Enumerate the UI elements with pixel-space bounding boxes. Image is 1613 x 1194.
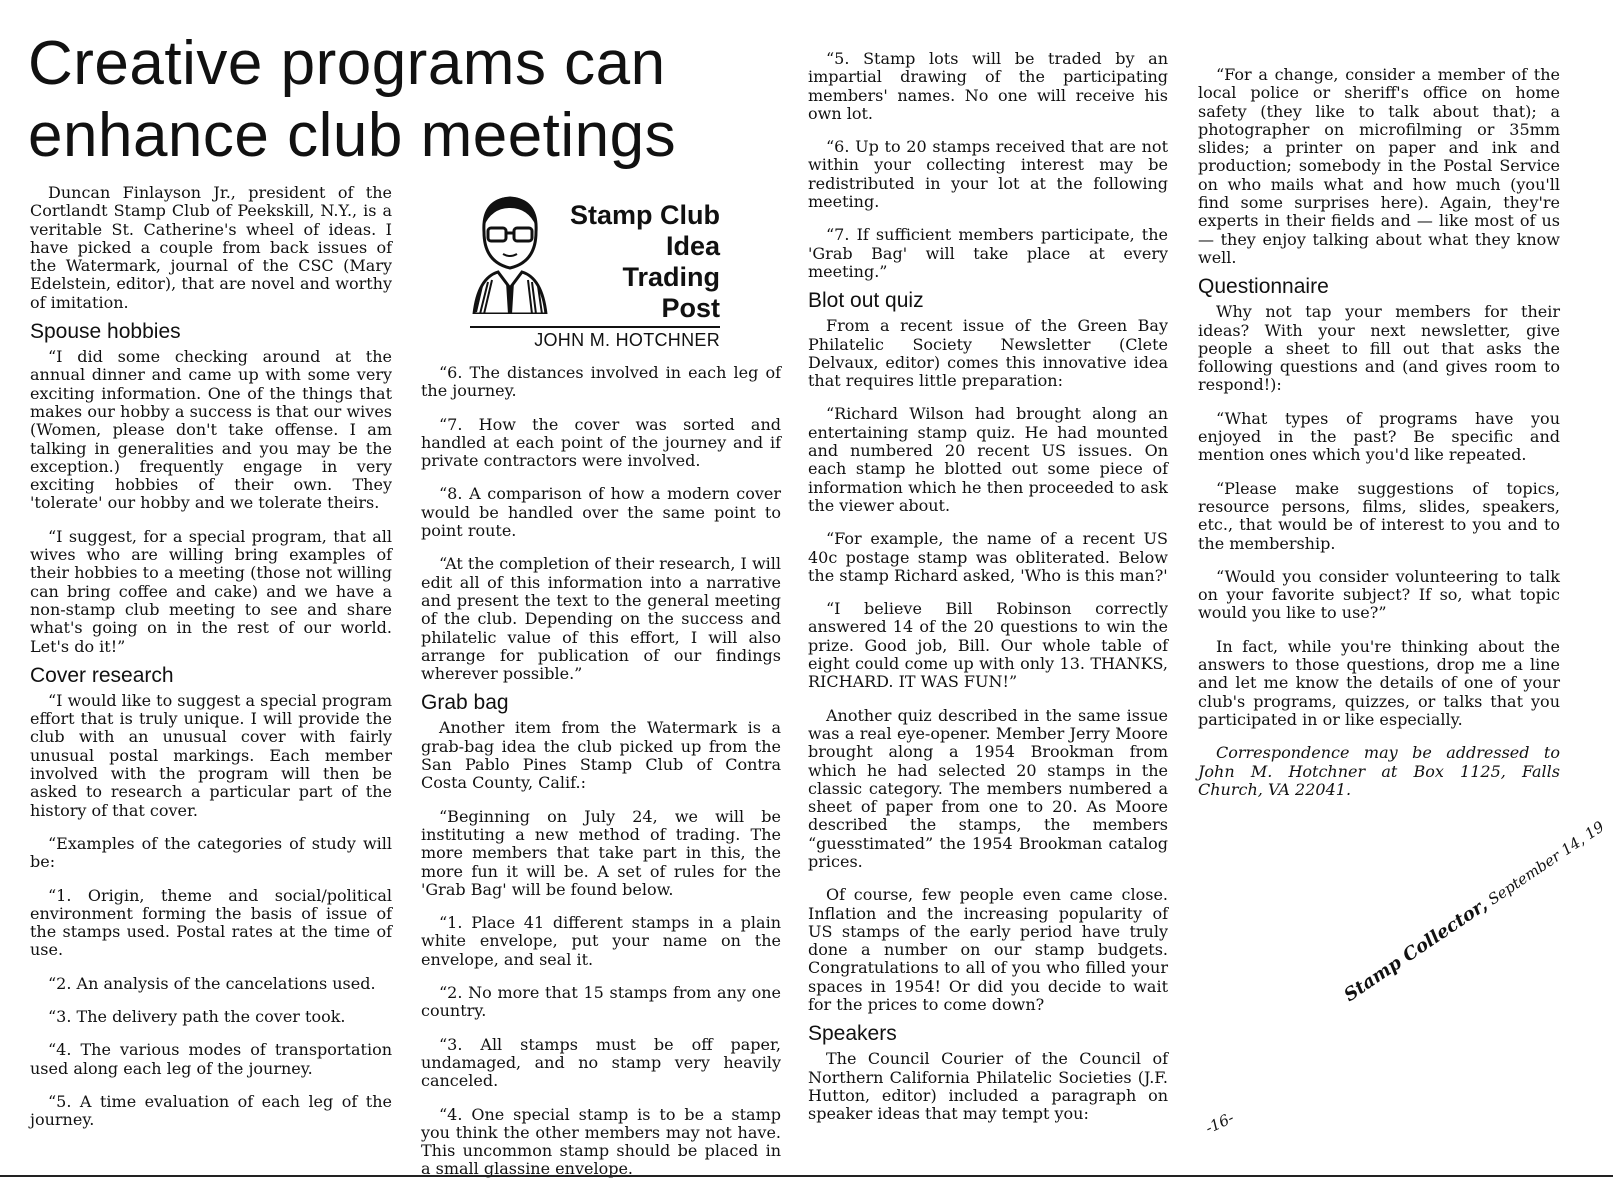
headline-line-2: enhance club meetings: [28, 101, 677, 170]
paragraph: “I believe Bill Robinson correctly answered 14 of the 20 questions to win the prize. Good job, Bill. Our whole table of eight could come up with only 13. THANKS, RICHARD. IT WAS FUN!”: [808, 599, 1168, 692]
column-logo: [470, 188, 720, 358]
paragraph: “5. Stamp lots will be traded by an impartial drawing of the participating members' names. No one will receive his own lot.: [808, 49, 1168, 123]
paragraph: Another quiz described in the same issue was a real eye-opener. Member Jerry Moore brought along a 1954 Brookman from which he had selected 20 stamps in the classic category. The members numbered a sheet of paper from one to 20. As Moore described the stamps, the members “guesstimated” the 1954 Brookman catalog prices.: [808, 705, 1168, 871]
intro-paragraph: Duncan Finlayson Jr., president of the Cortlandt Stamp Club of Peekskill, N.Y., is a veritable St. Catherine's wheel of ideas. I have picked a couple from back issues of the Watermark, journal of the CSC (Mary Edelstein, editor), that are novel and worthy of imitation.: [30, 183, 392, 312]
paragraph: “3. The delivery path the cover took.: [48, 1006, 346, 1026]
paragraph: “1. Place 41 different stamps in a plain white envelope, put your name on the envelope, and seal it.: [421, 913, 781, 969]
paragraph: “7. If sufficient members participate, the 'Grab Bag' will take place at every meeting.”: [808, 225, 1168, 281]
column-2: [421, 364, 781, 1194]
column-title-line-3: Trading: [622, 262, 720, 292]
section-heading-speakers: Speakers: [808, 1022, 897, 1046]
paragraph: “For a change, consider a member of the local police or sheriff's office on home safety (they like to talk about that); a photographer on microfilming or 35mm slides; a printer on paper and ink and production; somebody in the Postal Service on who mails what and how much (you'll find some surprises here). Again, they're experts in their fields and — like most of us — they enjoy talking about what they know well.: [1198, 65, 1560, 267]
column-title-line-2: Idea: [665, 231, 720, 261]
paragraph: “Would you consider volunteering to talk on your favorite subject? If so, what topic would you like to use?”: [1198, 566, 1560, 623]
paragraph: “I did some checking around at the annual dinner and came up with some very exciting information. One of the things that makes our hobby a success is that our wives (Women, please don't take offense. I am talking in generalities and you may be the exception.) frequently engage in very exciting hobbies of their own. They 'tolerate' our hobby and we tolerate theirs.: [30, 347, 392, 513]
paragraph: “2. An analysis of the cancelations used.: [48, 973, 376, 993]
paragraph: “8. A comparison of how a modern cover would be handled over the same point to point route.: [421, 484, 781, 541]
byline: JOHN M. HOTCHNER: [534, 330, 720, 350]
logo-divider: [470, 326, 720, 328]
paragraph: “5. A time evaluation of each leg of the journey.: [30, 1091, 392, 1130]
page-number: -16-: [1202, 1108, 1237, 1138]
paragraph: “Beginning on July 24, we will be instituting a new method of trading. The more members that take part in this, the more fun it will be. A set of rules for the 'Grab Bag' will be found below.: [421, 806, 781, 899]
column-4: [1198, 66, 1560, 814]
paragraph: “I would like to suggest a special program effort that is truly unique. I will provide the club with an unusual cover with fairly unusual postal markings. Each member involved with the program will then be asked to research a particular part of the history of that cover.: [30, 690, 392, 820]
paragraph: “Richard Wilson had brought along an entertaining stamp quiz. He had mounted and numbered 20 recent US issues. On each stamp he blotted out some piece of information which he then proceeded to ask the viewer about.: [808, 404, 1168, 515]
section-heading-grab-bag: Grab bag: [421, 691, 509, 715]
paragraph: “At the completion of their research, I will edit all of this information into a narrative and present the text to the general meeting of the club. Depending on the success and philatelic value of this effort, I will also arrange for publication of our findings wherever possible.”: [421, 554, 781, 684]
paragraph: Of course, few people even came close. Inflation and the increasing popularity of US stamps of the early period have truly done a number on our stamp budgets. Congratulations to all of you who filled your spaces in 1954! Or did you decide to wait for the prices to come down?: [808, 885, 1168, 1015]
publication-date: September 14, 19: [1484, 817, 1608, 909]
paragraph: “6. The distances involved in each leg of the journey.: [421, 363, 781, 401]
columnist-portrait-icon: [470, 192, 550, 314]
paragraph: “4. One special stamp is to be a stamp you think the other members may not have. This uncommon stamp should be placed in a small glassine envelope.: [421, 1104, 781, 1179]
paragraph: “7. How the cover was sorted and handled at each point of the journey and if private contractors were involved.: [421, 414, 781, 471]
paragraph: From a recent issue of the Green Bay Philatelic Society Newsletter (Clete Delvaux, editor) comes this innovative idea that requires little preparation:: [808, 316, 1168, 391]
paragraph: “Please make suggestions of topics, resource persons, films, slides, speakers, etc., that would be of interest to you and to the membership.: [1198, 478, 1560, 553]
section-heading-spouse-hobbies: Spouse hobbies: [30, 320, 181, 344]
publication-name: Stamp Collector,: [1340, 894, 1492, 1006]
paragraph: “2. No more that 15 stamps from any one country.: [421, 983, 781, 1021]
bottom-divider: [0, 1175, 1613, 1177]
section-heading-blot-out-quiz: Blot out quiz: [808, 289, 924, 313]
paragraph: “3. All stamps must be off paper, undamaged, and no stamp very heavily canceled.: [421, 1034, 781, 1091]
paragraph: “4. The various modes of transportation used along each leg of the journey.: [30, 1040, 392, 1078]
section-heading-cover-research: Cover research: [30, 663, 174, 687]
column-title: [550, 200, 720, 324]
headline-line-1: Creative programs can: [28, 29, 666, 98]
paragraph: “I suggest, for a special program, that all wives who are willing bring examples of their hobbies to a meeting (those not willing can bring coffee and cake) and we have a non-stamp club meeting to see and share what's going on in the rest of our world. Let's do it!”: [30, 526, 392, 656]
paragraph: Why not tap your members for their ideas? With your next newsletter, give people a sheet to fill out that asks the following questions and (and gives room to respond!):: [1198, 302, 1560, 395]
paragraph: The Council Courier of the Council of Northern California Philatelic Societies (J.F. Hutton, editor) included a paragraph on speaker ideas that may tempt you:: [808, 1049, 1168, 1124]
column-title-line-4: Post: [661, 293, 720, 323]
paragraph: “For example, the name of a recent US 40c postage stamp was obliterated. Below the stamp Richard asked, 'Who is this man?': [808, 529, 1168, 585]
column-title-line-1: Stamp Club: [569, 200, 720, 230]
paragraph: Another item from the Watermark is a grab-bag idea the club picked up from the San Pablo Pines Stamp Club of Contra Costa County, Calif.:: [421, 718, 781, 793]
paragraph: In fact, while you're thinking about the answers to those questions, drop me a line and let me know the details of one of your club's programs, quizzes, or talks that you participated in or like especially.: [1198, 636, 1560, 729]
paragraph: “6. Up to 20 stamps received that are not within your collecting interest may be redistributed in your lot at the following meeting.: [808, 137, 1168, 212]
paragraph: “1. Origin, theme and social/political environment forming the basis of issue of the stamps used. Postal rates at the time of use.: [30, 885, 392, 960]
column-3: [808, 50, 1168, 1139]
correspondence-note: Correspondence may be addressed to John M. Hotchner at Box 1125, Falls Church, VA 22041.: [1198, 743, 1560, 799]
paragraph: “Examples of the categories of study will be:: [30, 833, 392, 872]
section-heading-questionnaire: Questionnaire: [1198, 275, 1329, 299]
publication-stamp: [1340, 816, 1608, 1006]
headline: [28, 28, 768, 172]
paragraph: “What types of programs have you enjoyed in the past? Be specific and mention ones which you'd like repeated.: [1198, 408, 1560, 465]
column-1: [30, 184, 392, 1144]
